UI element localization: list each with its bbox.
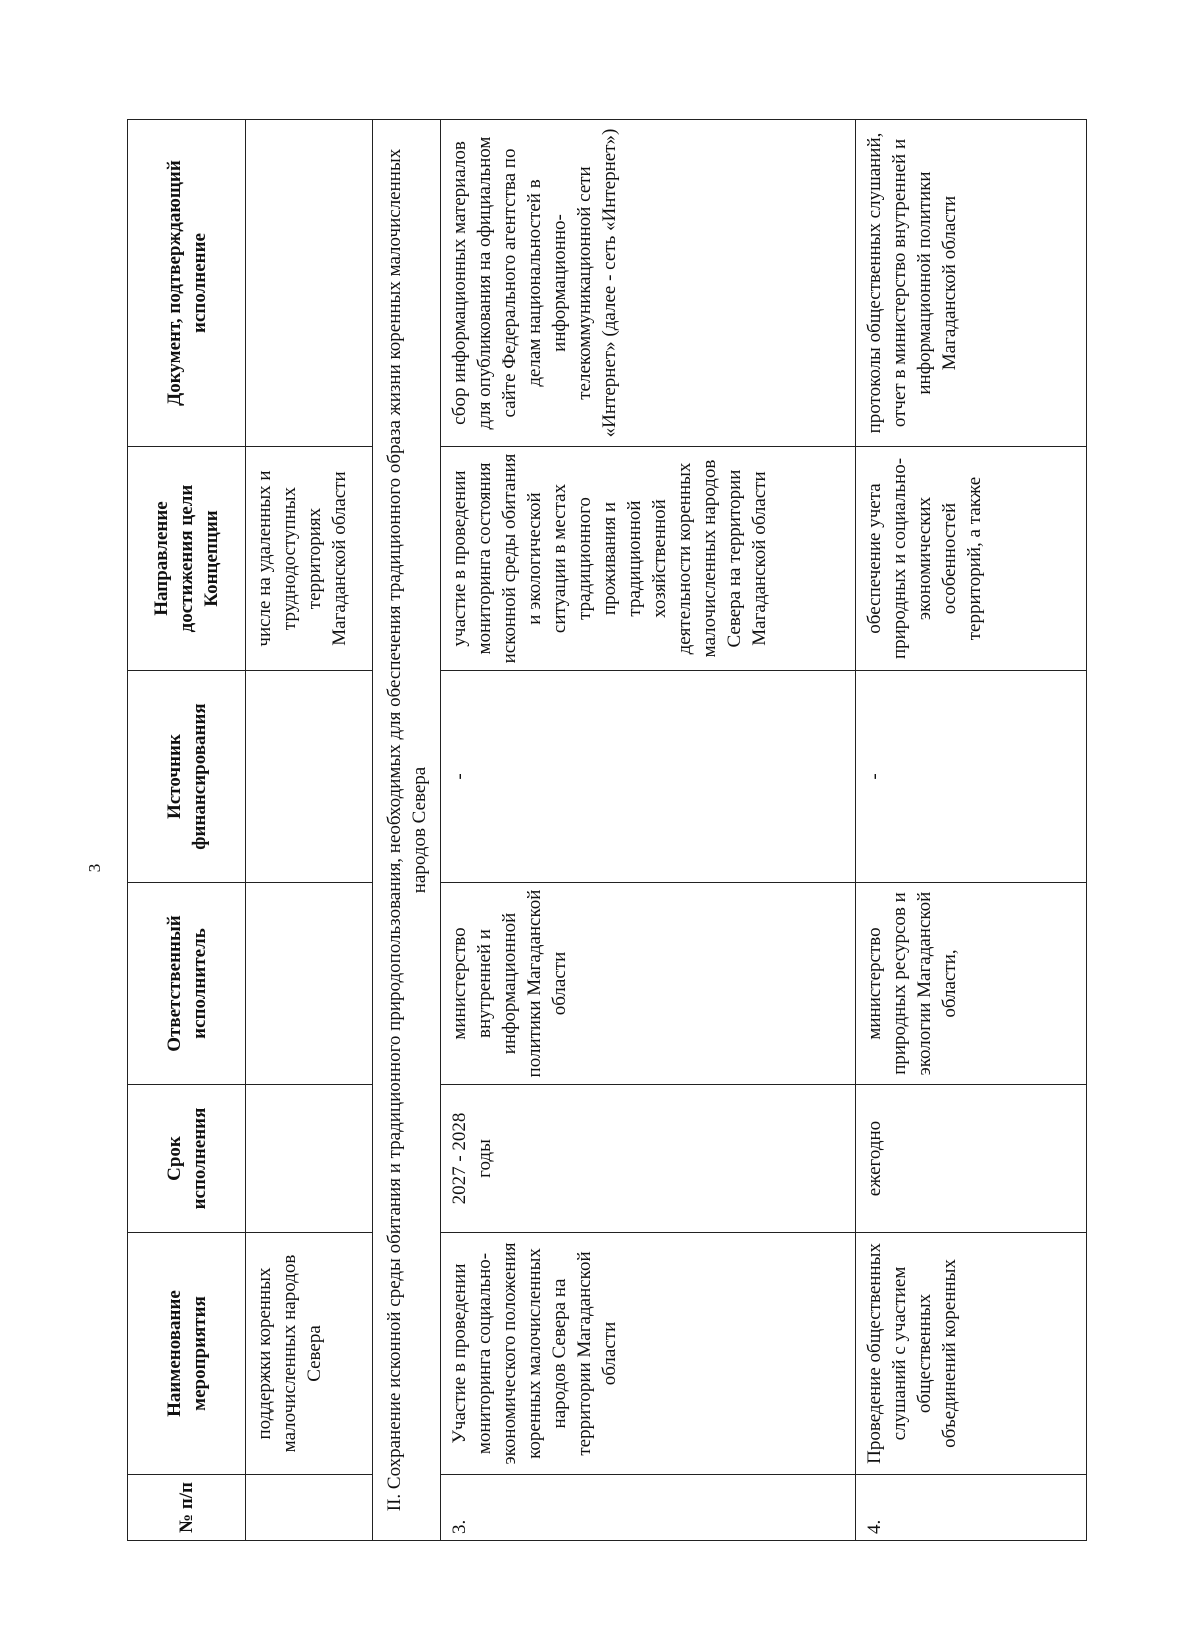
rotated-page-content <box>127 120 1087 1541</box>
cell-document: сбор информационных материалов для опубликования на официальном сайте Федерального агентства по делам национальностей в информационно-телекоммуникационной сети «Интернет» (далее - сеть «Интернет») <box>441 120 856 447</box>
cell-direction: участие в проведении мониторинга состояния исконной среды обитания и экологической ситуации в местах традиционного проживания и традиционной хозяйственной деятельности коренных малочисленных народов Севера на территории Магаданской области <box>441 447 856 671</box>
header-name: Наименование мероприятия <box>128 1233 246 1475</box>
cell-term: ежегодно <box>856 1085 1087 1233</box>
events-table <box>127 119 1087 1541</box>
cell-executor <box>246 883 373 1085</box>
table-row-continuation <box>246 120 373 1541</box>
page-number: 3 <box>85 863 104 873</box>
cell-direction: числе на удаленных и труднодоступных территориях Магаданской области <box>246 447 373 671</box>
cell-source: - <box>441 671 856 883</box>
header-executor: Ответственный исполнитель <box>128 883 246 1085</box>
table-row <box>856 120 1087 1541</box>
header-row <box>128 120 246 1541</box>
section-row <box>373 120 441 1541</box>
header-term: Срок исполнения <box>128 1085 246 1233</box>
cell-name: Участие в проведении мониторинга социально-экономического положения коренных малочисленных народов Севера на территории Магаданской области <box>441 1233 856 1475</box>
cell-source: - <box>856 671 1087 883</box>
cell-name: поддержки коренных малочисленных народов Севера <box>246 1233 373 1475</box>
cell-executor: министерство внутренней и информационной политики Магаданской области <box>441 883 856 1085</box>
cell-num: 3. <box>441 1475 856 1541</box>
header-num: № п/п <box>128 1475 246 1541</box>
cell-direction: обеспечение учета природных и социально-экономических особенностей территорий, а также <box>856 447 1087 671</box>
header-source: Источник финансирования <box>128 671 246 883</box>
cell-document: протоколы общественных слушаний, отчет в министерство внутренней и информационной политики Магаданской области <box>856 120 1087 447</box>
cell-source <box>246 671 373 883</box>
cell-num: 4. <box>856 1475 1087 1541</box>
cell-term <box>246 1085 373 1233</box>
cell-document <box>246 120 373 447</box>
section-title: II. Сохранение исконной среды обитания и традиционного природопользования, необходимых для обеспечения традиционного образа жизни коренных малочисленных народов Севера <box>373 120 441 1541</box>
cell-term: 2027 - 2028 годы <box>441 1085 856 1233</box>
cell-executor: министерство природных ресурсов и экологии Магаданской области, <box>856 883 1087 1085</box>
cell-name: Проведение общественных слушаний с участием общественных объединений коренных <box>856 1233 1087 1475</box>
header-direction: Направление достижения цели Концепции <box>128 447 246 671</box>
cell-num <box>246 1475 373 1541</box>
table-row <box>441 120 856 1541</box>
header-document: Документ, подтверждающий исполнение <box>128 120 246 447</box>
